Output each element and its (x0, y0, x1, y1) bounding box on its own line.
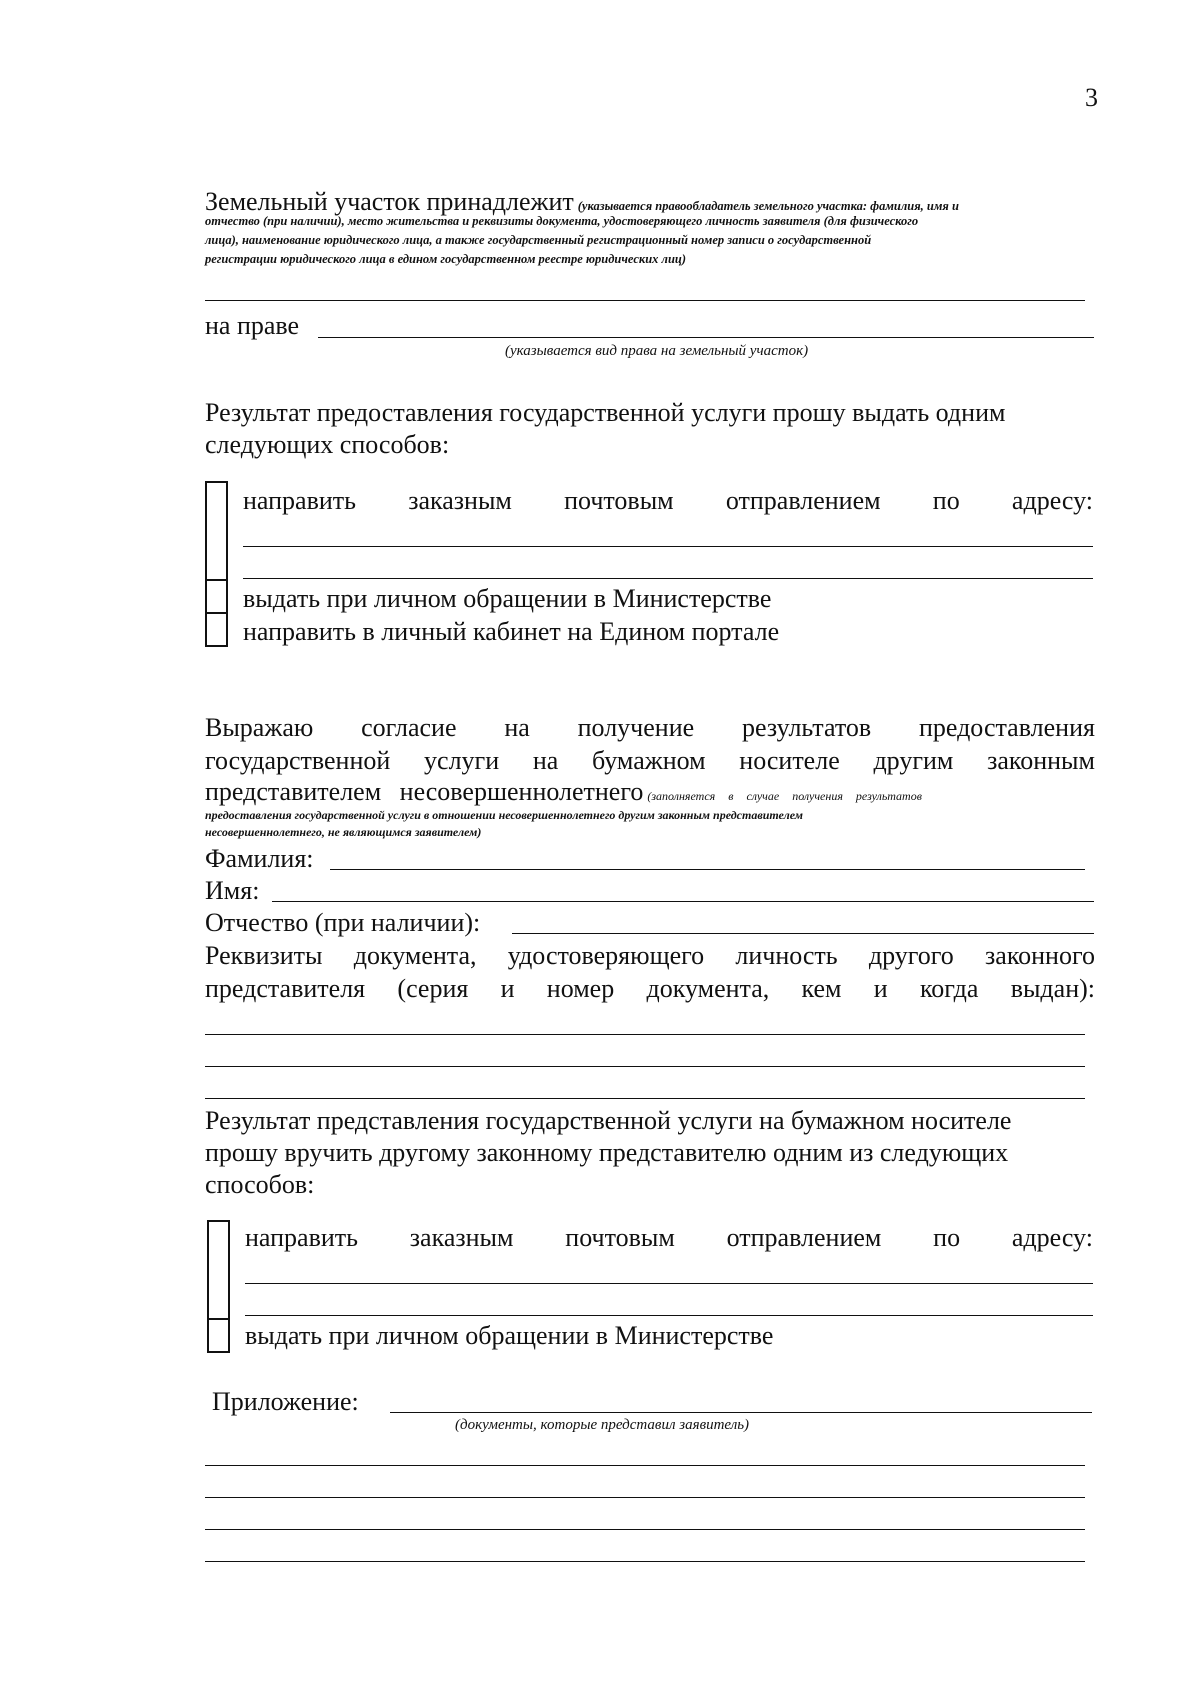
word: законным (987, 746, 1095, 775)
surname-label: Фамилия: (205, 844, 314, 873)
result-text-line1: Результат предоставления государственной услуги прошу выдать одним (205, 398, 1006, 427)
word: бумажном (592, 746, 706, 775)
patronymic-input-line[interactable] (512, 933, 1094, 934)
owner-input-line[interactable] (205, 300, 1085, 301)
owner-hint-line2: отчество (при наличии), место жительства и реквизиты документа, удостоверяющего личность заявителя (для физического (205, 214, 919, 228)
consent-line3 (205, 776, 922, 807)
word: другого (868, 941, 954, 970)
word: и (500, 974, 515, 1003)
right-input-line[interactable] (318, 337, 1094, 338)
owner-hint-line1: (указывается правообладатель земельного участка: фамилия, имя и (577, 199, 959, 213)
consent-line3-main: представителем несовершеннолетнего (205, 777, 644, 806)
word: адресу: (1011, 1223, 1093, 1252)
delivery-address-line2[interactable] (245, 1315, 1093, 1316)
result-address-line2[interactable] (243, 578, 1093, 579)
word: документа, (353, 941, 477, 970)
word: удостоверяющего (507, 941, 705, 970)
consent-hint-line3: несовершеннолетнего, не являющимся заявителем) (205, 825, 482, 839)
delivery-option-ministry-checkbox[interactable] (207, 1318, 230, 1353)
right-label: на праве (205, 311, 300, 340)
word: направить (243, 486, 356, 515)
result-text-line2: следующих способов: (205, 430, 450, 459)
consent-line3-hint: (заполняется в случае получения результатов (647, 789, 922, 803)
consent-line1 (205, 712, 1095, 743)
word: по (933, 1223, 961, 1252)
doc-line2 (205, 973, 1095, 1004)
owner-label: Земельный участок принадлежит (205, 187, 574, 216)
word: и (873, 974, 888, 1003)
delivery-text-line3: способов: (205, 1170, 315, 1199)
word: государственной (205, 746, 391, 775)
word: представителя (205, 974, 366, 1003)
word: на (504, 713, 530, 742)
word: отправлением (726, 1223, 882, 1252)
word: законного (985, 941, 1095, 970)
word: результатов (742, 713, 872, 742)
word: когда (919, 974, 979, 1003)
word: Реквизиты (205, 941, 323, 970)
word: предоставления (918, 713, 1095, 742)
delivery-text-line1: Результат представления государственной услуги на бумажном носителе (205, 1106, 1012, 1135)
delivery-option-post-checkbox[interactable] (207, 1220, 230, 1320)
attachment-input-line[interactable] (390, 1412, 1092, 1413)
delivery-address-line1[interactable] (245, 1283, 1093, 1284)
word: услуги (424, 746, 500, 775)
surname-input-line[interactable] (330, 869, 1085, 870)
word: (серия (397, 974, 469, 1003)
attachment-line1[interactable] (205, 1465, 1085, 1466)
word: номер (546, 974, 615, 1003)
attachment-line4[interactable] (205, 1561, 1085, 1562)
consent-line2 (205, 745, 1095, 776)
result-address-line1[interactable] (243, 546, 1093, 547)
word: заказным (409, 1223, 514, 1252)
patronymic-label: Отчество (при наличии): (205, 908, 481, 937)
word: личность (735, 941, 838, 970)
word: на (532, 746, 559, 775)
result-option-portal-checkbox[interactable] (205, 612, 228, 647)
owner-hint-line3: лица), наименование юридического лица, а также государственный регистрационный номер записи о государственной (205, 233, 872, 247)
consent-hint-line2: предоставления государственной услуги в отношении несовершеннолетнего другим законным представителем (205, 808, 803, 822)
result-option-post-checkbox[interactable] (205, 481, 228, 581)
word: согласие (361, 713, 457, 742)
word: заказным (408, 486, 512, 515)
name-label: Имя: (205, 876, 260, 905)
attachment-line3[interactable] (205, 1529, 1085, 1530)
word: выдан): (1010, 974, 1095, 1003)
word: Выражаю (205, 713, 314, 742)
owner-hint-line4: регистрации юридического лица в едином государственном реестре юридических лиц) (205, 252, 687, 266)
delivery-option-ministry-label: выдать при личном обращении в Министерстве (245, 1321, 774, 1350)
word: документа, (646, 974, 770, 1003)
attachment-hint: (документы, которые представил заявитель) (455, 1417, 750, 1433)
word: почтовым (564, 486, 674, 515)
word: получение (577, 713, 695, 742)
result-option-ministry-checkbox[interactable] (205, 579, 228, 614)
word: кем (801, 974, 842, 1003)
word: по (932, 486, 960, 515)
result-option-ministry-label: выдать при личном обращении в Министерстве (243, 584, 772, 613)
attachment-label: Приложение: (212, 1387, 359, 1416)
result-option-post-label (243, 485, 1093, 516)
result-option-portal-label: направить в личный кабинет на Едином портале (243, 617, 780, 646)
word: направить (245, 1223, 358, 1252)
delivery-option-post-label (245, 1222, 1093, 1253)
word: почтовым (565, 1223, 675, 1252)
right-hint: (указывается вид права на земельный участок) (505, 343, 809, 359)
doc-input-line2[interactable] (205, 1066, 1085, 1067)
word: носителе (739, 746, 840, 775)
word: адресу: (1011, 486, 1093, 515)
name-input-line[interactable] (272, 901, 1094, 902)
word: отправлением (725, 486, 881, 515)
doc-input-line3[interactable] (205, 1098, 1085, 1099)
page-number: 3 (1085, 83, 1098, 112)
word: другим (873, 746, 954, 775)
owner-block (205, 186, 1095, 267)
doc-line1 (205, 940, 1095, 971)
delivery-text-line2: прошу вручить другому законному представителю одним из следующих (205, 1138, 1009, 1167)
doc-input-line1[interactable] (205, 1034, 1085, 1035)
attachment-line2[interactable] (205, 1497, 1085, 1498)
